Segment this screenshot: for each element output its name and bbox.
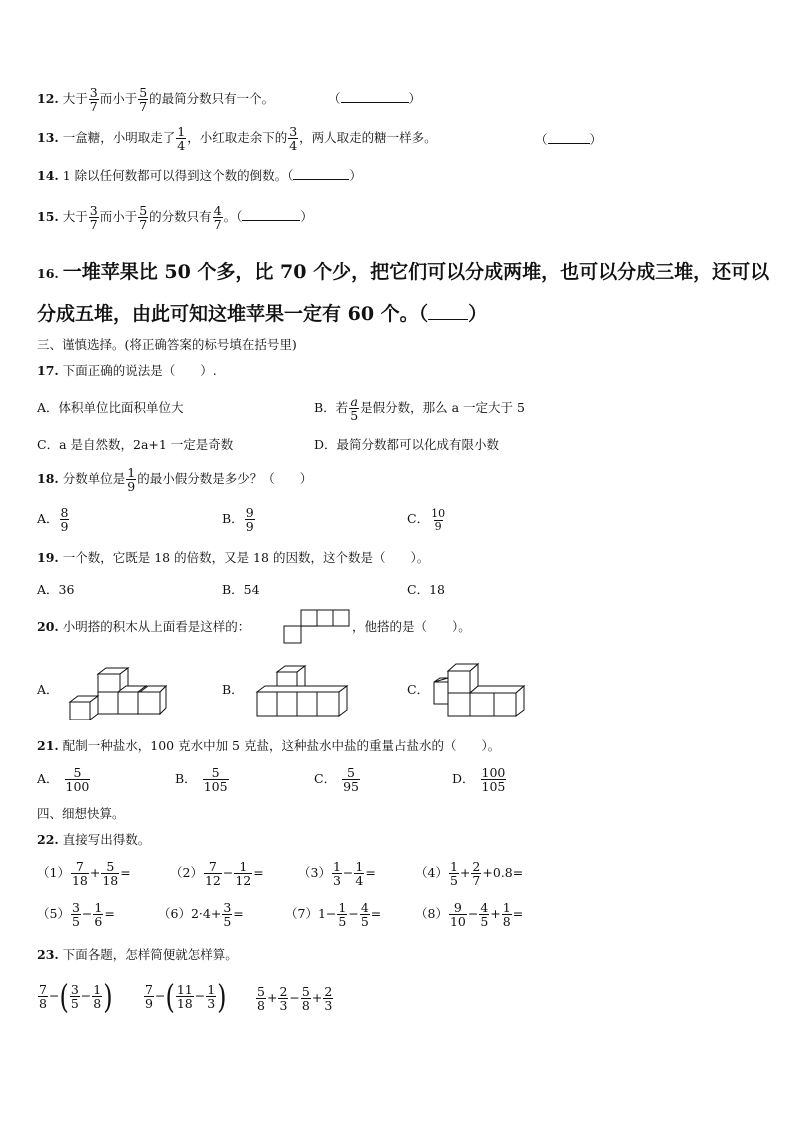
answer-blank-15[interactable] bbox=[242, 209, 300, 221]
question-17 bbox=[37, 365, 217, 378]
answer-blank-16[interactable] bbox=[428, 305, 468, 320]
stem-text: 下面各题，怎样简便就怎样算。 bbox=[62, 947, 238, 962]
option-17-d[interactable]: D．最简分数都可以化成有限小数 bbox=[314, 437, 500, 452]
option-21-a[interactable]: A． $\frac{5}{100}$ bbox=[37, 765, 90, 795]
simplify-item-1[interactable]: $\frac{7}{8}$ −( $\frac{3}{5}$ − $\frac{1}{8}$ ) bbox=[39, 977, 113, 1016]
question-number: 16. bbox=[37, 266, 59, 281]
stem-text: 分成五堆，由此可知这堆苹果一定有 60 个。（ bbox=[37, 303, 429, 325]
fraction: $\frac{5}{7}$ bbox=[139, 85, 148, 115]
option-21-c[interactable]: C． $\frac{5}{95}$ bbox=[314, 765, 359, 795]
option-18-a[interactable]: A． $\frac{8}{9}$ bbox=[37, 505, 69, 535]
calc-item-3[interactable]: （3） $\frac{1}{3}$ − $\frac{1}{4}$ = bbox=[298, 859, 376, 889]
option-18-b[interactable]: B． $\frac{9}{9}$ bbox=[222, 505, 254, 535]
question-20 bbox=[37, 621, 250, 634]
stem-text: 的分数只有 bbox=[149, 209, 212, 225]
question-23 bbox=[37, 949, 238, 962]
fraction: $\frac{3}{7}$ bbox=[89, 203, 98, 233]
fraction: $\frac{9}{9}$ bbox=[245, 505, 254, 535]
stem-text: 1 除以任何数都可以得到这个数的倒数。（ bbox=[62, 168, 294, 183]
question-number: 20. bbox=[37, 619, 59, 634]
option-17-a[interactable]: A．体积单位比面积单位大 bbox=[37, 400, 184, 415]
question-number: 12. bbox=[37, 91, 59, 107]
question-12 bbox=[37, 86, 274, 113]
stem-text: 大于 bbox=[62, 91, 88, 107]
answer-blank-14[interactable] bbox=[293, 168, 349, 180]
stem-text: 。（ bbox=[223, 209, 243, 225]
fraction: $\frac{3}{7}$ bbox=[89, 85, 98, 115]
stem-text: 的最小假分数是多少？（ ） bbox=[137, 471, 313, 487]
cube-figure-b[interactable] bbox=[255, 664, 350, 718]
stem-text: 一堆苹果比 50 个多，比 70 个少，把它们可以分成两堆，也可以分成三堆，还可以 bbox=[62, 261, 770, 283]
question-18 bbox=[37, 466, 312, 493]
cube-figure-c[interactable] bbox=[432, 661, 528, 719]
stem-text: 分数单位是 bbox=[62, 471, 126, 487]
stem-text: ，两人取走的糖一样多。 bbox=[299, 130, 437, 146]
section-title-3: 三、谨慎选择。(将正确答案的标号填在括号里) bbox=[37, 337, 297, 352]
stem-text: 而小于 bbox=[99, 91, 138, 107]
stem-text: 一个数，它既是 18 的倍数，又是 18 的因数，这个数是（ ）。 bbox=[62, 550, 430, 565]
calc-item-2[interactable]: （2） $\frac{7}{12}$ − $\frac{1}{12}$ = bbox=[170, 859, 264, 889]
calc-item-4[interactable]: （4） $\frac{1}{5}$ + $\frac{2}{7}$ +0.8= bbox=[415, 859, 524, 889]
stem-text: 而小于 bbox=[99, 209, 138, 225]
fraction: $\frac{3}{4}$ bbox=[289, 124, 298, 154]
question-number: 14. bbox=[37, 168, 59, 183]
stem-text: 一盒糖，小明取走了 bbox=[62, 130, 176, 146]
top-view-figure bbox=[281, 609, 351, 645]
option-20-a[interactable]: A． bbox=[37, 682, 59, 697]
stem-text: 小明搭的积木从上面看是这样的： bbox=[62, 619, 251, 634]
question-number: 18. bbox=[37, 471, 59, 487]
question-number: 23. bbox=[37, 947, 59, 962]
fraction: $\frac{8}{9}$ bbox=[60, 505, 69, 535]
calc-item-1[interactable]: （1） $\frac{7}{18}$ + $\frac{5}{18}$ = bbox=[37, 859, 131, 889]
simplify-item-3[interactable]: $\frac{5}{8}$ + $\frac{2}{3}$ − $\frac{5}{8}$ + $\frac{2}{3}$ bbox=[257, 984, 333, 1014]
question-21 bbox=[37, 740, 500, 753]
answer-blank-13[interactable]: （ ） bbox=[535, 132, 603, 147]
stem-text: 直接写出得数。 bbox=[62, 832, 151, 847]
option-21-b[interactable]: B． $\frac{5}{105}$ bbox=[175, 765, 228, 795]
question-19 bbox=[37, 552, 429, 565]
fraction: $\frac{5}{7}$ bbox=[139, 203, 148, 233]
calc-item-8[interactable]: （8） $\frac{9}{10}$ − $\frac{4}{5}$ + $\frac{1}{8}$ = bbox=[415, 900, 524, 930]
option-19-a[interactable]: A．36 bbox=[37, 582, 75, 597]
option-19-c[interactable]: C．18 bbox=[407, 582, 445, 597]
question-number: 22. bbox=[37, 832, 59, 847]
stem-text: 的最简分数只有一个。 bbox=[149, 91, 275, 107]
stem-text: 下面正确的说法是（ ）. bbox=[62, 363, 217, 378]
answer-blank-12[interactable]: （ ） bbox=[328, 91, 422, 106]
question-number: 17. bbox=[37, 363, 59, 378]
question-14: 14. 1 除以任何数都可以得到这个数的倒数。（ ） bbox=[37, 168, 362, 183]
fraction: $\frac{1}{4}$ bbox=[177, 124, 186, 154]
question-number: 13. bbox=[37, 130, 59, 146]
question-number: 15. bbox=[37, 209, 59, 225]
question-13 bbox=[37, 125, 437, 152]
calc-item-6[interactable]: （6）2·4+ $\frac{3}{5}$ = bbox=[158, 900, 244, 930]
option-17-c[interactable]: C．a 是自然数，2a+1 一定是奇数 bbox=[37, 437, 234, 452]
fraction: $\frac{a}{5}$ bbox=[350, 394, 359, 424]
question-number: 19. bbox=[37, 550, 59, 565]
calc-item-7[interactable]: （7）1− $\frac{1}{5}$ − $\frac{4}{5}$ = bbox=[285, 900, 382, 930]
stem-text: 大于 bbox=[62, 209, 88, 225]
option-19-b[interactable]: B．54 bbox=[222, 582, 260, 597]
stem-text: ，小红取走余下的 bbox=[187, 130, 288, 146]
cube-figure-a[interactable] bbox=[68, 664, 168, 720]
option-20-b[interactable]: B． bbox=[222, 682, 244, 697]
section-title-4: 四、细想快算。 bbox=[37, 806, 125, 821]
question-15: 15. 大于 $\frac{3}{7}$ 而小于 $\frac{5}{7}$ 的分数只有 $\frac{4}{7}$ 。（ ） bbox=[37, 203, 313, 233]
option-18-c[interactable]: C． $\frac{10}{9}$ bbox=[407, 507, 446, 533]
option-21-d[interactable]: D． $\frac{100}{105}$ bbox=[452, 765, 506, 795]
question-20-tail: ，他搭的是（ ）。 bbox=[352, 619, 471, 634]
simplify-item-2[interactable]: $\frac{7}{9}$ −( $\frac{11}{18}$ − $\frac{1}{3}$ ) bbox=[145, 977, 227, 1016]
calc-item-5[interactable]: （5） $\frac{3}{5}$ − $\frac{1}{6}$ = bbox=[37, 900, 115, 930]
fraction: $\frac{1}{9}$ bbox=[127, 465, 136, 495]
option-20-c[interactable]: C． bbox=[407, 682, 430, 697]
option-17-b[interactable]: B．若 $\frac{a}{5}$ 是假分数，那么 a 一定大于 5 bbox=[314, 394, 525, 424]
question-22 bbox=[37, 834, 150, 847]
question-16-line2: 分成五堆，由此可知这堆苹果一定有 60 个。（ ） bbox=[37, 303, 488, 325]
question-number: 21. bbox=[37, 738, 59, 753]
fraction: $\frac{4}{7}$ bbox=[213, 203, 222, 233]
fraction: $\frac{10}{9}$ bbox=[431, 507, 446, 533]
question-16 bbox=[37, 263, 769, 282]
stem-text: 配制一种盐水，100 克水中加 5 克盐，这种盐水中盐的重量占盐水的（ ）。 bbox=[62, 738, 501, 753]
